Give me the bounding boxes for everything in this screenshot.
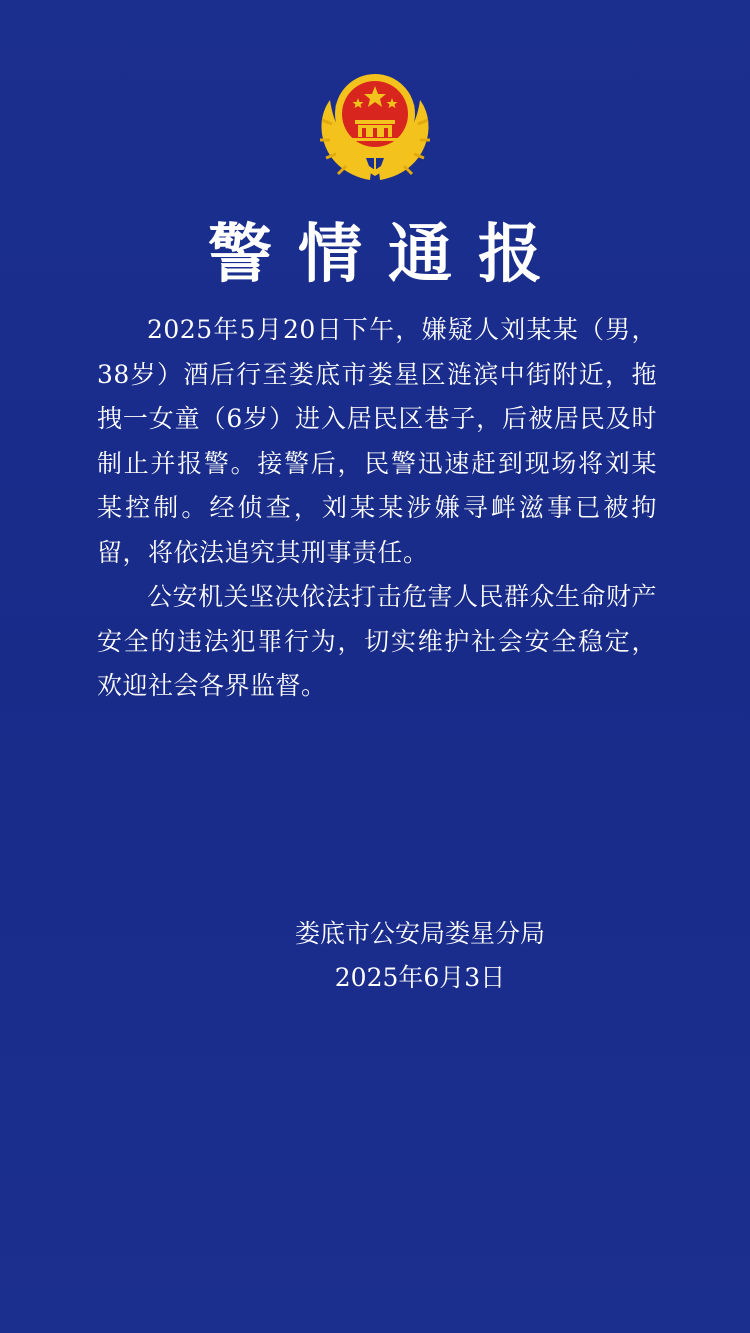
police-emblem-icon bbox=[318, 64, 432, 188]
notice-paragraph-1: 2025年5月20日下午，嫌疑人刘某某（男，38岁）酒后行至娄底市娄星区涟滨中街附近，拖拽一女童（6岁）进入居民区巷子，后被居民及时制止并报警。接警后，民警迅速赶到现场将刘某某控制。经侦查，刘某某涉嫌寻衅滋事已被拘留，将依法追究其刑事责任。 bbox=[97, 315, 657, 567]
issuer-name: 娄底市公安局娄星分局 bbox=[294, 919, 545, 948]
issue-date: 2025年6月3日 bbox=[334, 963, 506, 992]
notice-paragraph-2: 公安机关坚决依法打击危害人民群众生命财产安全的违法犯罪行为，切实维护社会安全稳定，欢迎社会各界监督。 bbox=[97, 582, 658, 700]
notice-title: 警情通报 bbox=[208, 218, 568, 292]
notice-signature bbox=[0, 912, 750, 1000]
notice-body bbox=[97, 308, 657, 709]
